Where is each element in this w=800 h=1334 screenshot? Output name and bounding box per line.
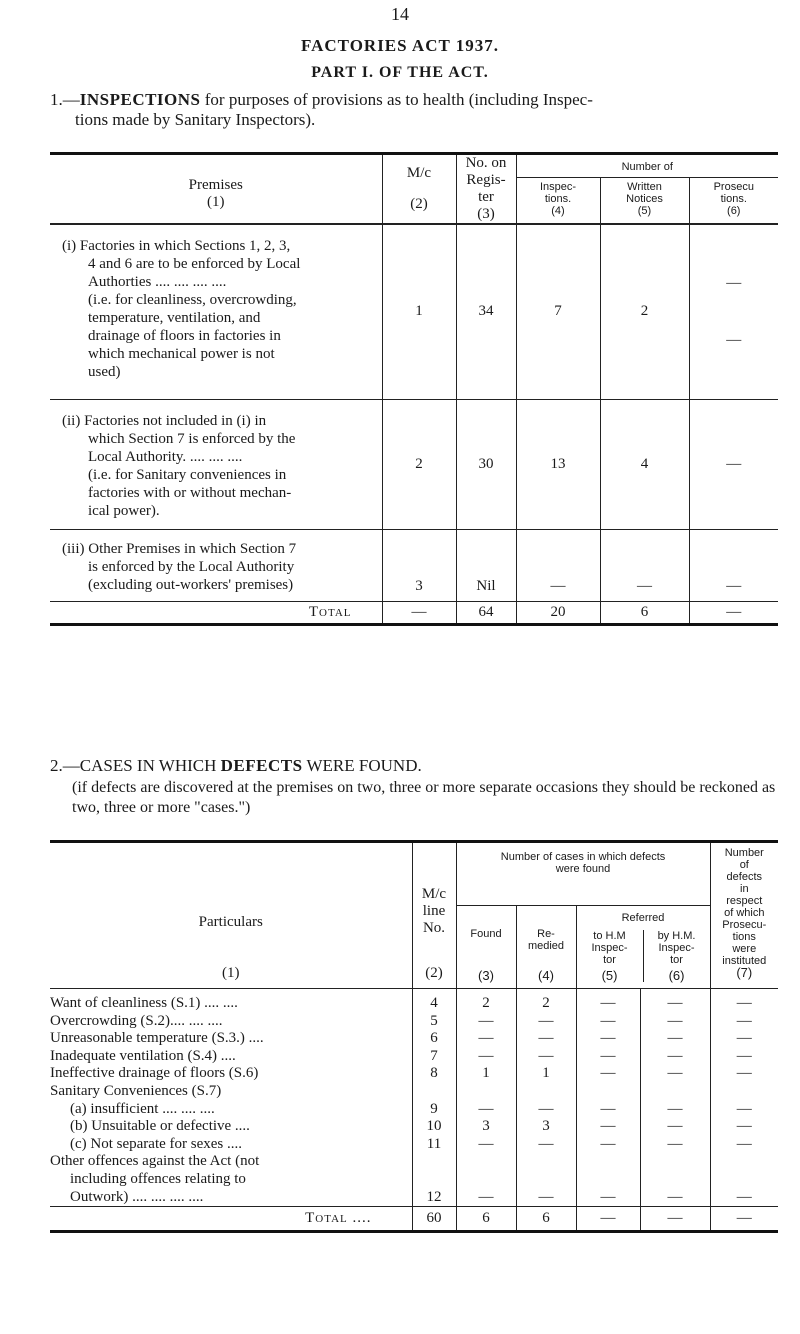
- page-number: 14: [391, 4, 409, 24]
- particulars-cell: Ineffective drainage of floors (S.6): [50, 1065, 259, 1082]
- part-heading: PART I. OF THE ACT.: [311, 64, 489, 81]
- header-premises: Premises (1): [50, 154, 382, 225]
- total-row: [50, 601, 778, 624]
- found-cell: —: [456, 1101, 516, 1119]
- particulars-cell: (c) Not separate for sexes ....: [70, 1135, 243, 1152]
- to-hm-cell: —: [576, 1013, 640, 1031]
- to-hm-cell: [576, 1153, 640, 1171]
- total-mc: —: [382, 601, 456, 624]
- found-cell: [456, 1171, 516, 1189]
- particulars-cell: Unreasonable temperature (S.3.) ....: [50, 1030, 264, 1047]
- to-hm-cell: —: [576, 1048, 640, 1066]
- header-number-of: Number of: [516, 154, 778, 178]
- total-by-hm: —: [640, 1207, 710, 1232]
- found-cell: —: [456, 1048, 516, 1066]
- prosecutions-cell: —: [710, 1048, 778, 1066]
- prosecutions-cell: —: [710, 1013, 778, 1031]
- found-cell: —: [456, 1136, 516, 1154]
- found-cell: [456, 1083, 516, 1101]
- section-2-text: WERE FOUND.: [302, 756, 422, 775]
- header-to-hm: to H.M Inspec- tor (5): [591, 930, 628, 983]
- mc-cell: [412, 1083, 456, 1101]
- mc-cell: 11: [412, 1136, 456, 1154]
- mc-cell: 3: [382, 529, 456, 601]
- by-hm-cell: —: [640, 1048, 710, 1066]
- total-mc: 60: [412, 1207, 456, 1232]
- header-register: No. on Regis- ter (3): [456, 154, 516, 225]
- by-hm-cell: —: [640, 1030, 710, 1048]
- prosecutions-cell: —: [689, 529, 778, 601]
- remedied-cell: —: [516, 1101, 576, 1119]
- mc-cell: 5: [412, 1013, 456, 1031]
- to-hm-cell: [576, 1083, 640, 1101]
- by-hm-cell: [640, 1153, 710, 1171]
- particulars-cell: (a) insufficient .... .... ....: [70, 1100, 215, 1117]
- header-by-hm: by H.M. Inspec- tor (6): [643, 930, 710, 982]
- section-1-heading: [50, 90, 780, 130]
- by-hm-cell: [640, 1083, 710, 1101]
- mc-cell: [412, 1153, 456, 1171]
- to-hm-cell: —: [576, 1118, 640, 1136]
- mc-cell: 8: [412, 1065, 456, 1083]
- total-inspections: 20: [516, 601, 600, 624]
- particulars-cell: Outwork) .... .... .... ....: [70, 1188, 204, 1205]
- prosecutions-cell: —: [710, 1030, 778, 1048]
- table-row: [50, 989, 778, 1013]
- particulars-cell: including offences relating to: [70, 1170, 246, 1187]
- to-hm-cell: —: [576, 989, 640, 1013]
- table-row: [50, 1171, 778, 1189]
- inspections-table: [50, 152, 778, 626]
- by-hm-cell: —: [640, 1065, 710, 1083]
- section-1-text-2: tions made by Sanitary Inspectors).: [75, 110, 316, 129]
- total-to-hm: —: [576, 1207, 640, 1232]
- mc-cell: 10: [412, 1118, 456, 1136]
- mc-cell: 9: [412, 1101, 456, 1119]
- header-prosecutions: Prosecu tions. (6): [689, 178, 778, 225]
- register-cell: Nil: [456, 529, 516, 601]
- total-found: 6: [456, 1207, 516, 1232]
- table-row: [50, 529, 778, 601]
- particulars-cell: Overcrowding (S.2).... .... ....: [50, 1012, 223, 1029]
- total-notices: 6: [600, 601, 689, 624]
- section-2-heading: [50, 756, 780, 776]
- found-cell: —: [456, 1030, 516, 1048]
- prosecutions-cell: —: [710, 1101, 778, 1119]
- section-2-title: DEFECTS: [220, 756, 303, 775]
- total-remedied: 6: [516, 1207, 576, 1232]
- prosecutions-cell: — —: [689, 224, 778, 399]
- header-cases: Number of cases in which defects were found: [456, 842, 710, 906]
- total-row: [50, 1207, 778, 1232]
- table-row: [50, 1065, 778, 1083]
- total-label: Total: [50, 601, 382, 624]
- to-hm-cell: —: [576, 1101, 640, 1119]
- table-row: [50, 1083, 778, 1101]
- remedied-cell: —: [516, 1048, 576, 1066]
- particulars-cell: Inadequate ventilation (S.4) ....: [50, 1047, 236, 1064]
- remedied-cell: —: [516, 1030, 576, 1048]
- notices-cell: —: [600, 529, 689, 601]
- total-label: Total ....: [50, 1207, 412, 1232]
- mc-cell: 12: [412, 1189, 456, 1207]
- to-hm-cell: —: [576, 1189, 640, 1207]
- total-prosecutions: —: [689, 601, 778, 624]
- prosecutions-cell: —: [710, 1065, 778, 1083]
- header-referred: Referred to H.M Inspec- tor (5) by H.M. Inspec- tor (6): [576, 906, 710, 989]
- remedied-cell: [516, 1153, 576, 1171]
- by-hm-cell: —: [640, 1136, 710, 1154]
- found-cell: —: [456, 1189, 516, 1207]
- remedied-cell: —: [516, 1013, 576, 1031]
- header-mc: M/c (2): [382, 154, 456, 225]
- prosecutions-cell: —: [689, 399, 778, 529]
- section-1-title: INSPECTIONS: [79, 90, 201, 109]
- table-row: [50, 399, 778, 529]
- to-hm-cell: —: [576, 1065, 640, 1083]
- total-prosecutions: —: [710, 1207, 778, 1232]
- remedied-cell: 2: [516, 989, 576, 1013]
- header-found: Found (3): [456, 906, 516, 989]
- header-written-notices: Written Notices (5): [600, 178, 689, 225]
- remedied-cell: —: [516, 1189, 576, 1207]
- header-mc-line: M/c line No. (2): [412, 842, 456, 989]
- remedied-cell: 1: [516, 1065, 576, 1083]
- prosecutions-cell: —: [710, 1118, 778, 1136]
- prosecutions-cell: [710, 1171, 778, 1189]
- particulars-cell: Other offences against the Act (not: [50, 1153, 260, 1170]
- table-row: [50, 1136, 778, 1154]
- by-hm-cell: —: [640, 1118, 710, 1136]
- table-row: [50, 1013, 778, 1031]
- inspections-cell: 13: [516, 399, 600, 529]
- remedied-cell: [516, 1083, 576, 1101]
- prosecutions-cell: —: [710, 1189, 778, 1207]
- prosecutions-cell: [710, 1153, 778, 1171]
- to-hm-cell: —: [576, 1136, 640, 1154]
- premises-cell: (iii) Other Premises in which Section 7 is enforced by the Local Authority (excluding out-workers' premises): [62, 540, 297, 593]
- notices-cell: 2: [600, 224, 689, 399]
- mc-cell: 2: [382, 399, 456, 529]
- by-hm-cell: —: [640, 1101, 710, 1119]
- to-hm-cell: —: [576, 1030, 640, 1048]
- mc-cell: 7: [412, 1048, 456, 1066]
- premises-cell: (i) Factories in which Sections 1, 2, 3, 4 and 6 are to be enforced by Local Authorties .... .... .... .... (i.e. for cleanliness, overcrowding, temperature, ventilation, and drainage of floors in factories in which mechanical power is not used): [50, 224, 382, 399]
- table-row: [50, 1101, 778, 1119]
- section-1-text: for purposes of provisions as to health (including Inspec-: [200, 90, 593, 109]
- mc-cell: 6: [412, 1030, 456, 1048]
- particulars-cell: Sanitary Conveniences (S.7): [50, 1082, 222, 1099]
- by-hm-cell: —: [640, 1189, 710, 1207]
- section-2-note: (if defects are discovered at the premises on two, three or more separate occasions they should be reckoned as two, three or more "cases."): [72, 779, 776, 816]
- found-cell: 3: [456, 1118, 516, 1136]
- register-cell: 30: [456, 399, 516, 529]
- mc-cell: 1: [382, 224, 456, 399]
- table-row: [50, 1153, 778, 1171]
- by-hm-cell: —: [640, 1013, 710, 1031]
- document-title: FACTORIES ACT 1937.: [300, 36, 499, 55]
- found-cell: —: [456, 1013, 516, 1031]
- premises-cell: (ii) Factories not included in (i) in which Section 7 is enforced by the Local Authority. .... .... .... (i.e. for Sanitary conveniences in factories with or without mechan- ical power).: [50, 399, 382, 529]
- header-remedied: Re- medied (4): [516, 906, 576, 989]
- remedied-cell: —: [516, 1136, 576, 1154]
- table-row: [50, 1118, 778, 1136]
- by-hm-cell: —: [640, 989, 710, 1013]
- notices-cell: 4: [600, 399, 689, 529]
- defects-table: [50, 840, 778, 1233]
- table-row: [50, 1030, 778, 1048]
- mc-cell: 4: [412, 989, 456, 1013]
- by-hm-cell: [640, 1171, 710, 1189]
- found-cell: 1: [456, 1065, 516, 1083]
- header-particulars: Particulars (1): [50, 842, 412, 989]
- prosecutions-cell: —: [710, 1136, 778, 1154]
- register-cell: 34: [456, 224, 516, 399]
- prosecutions-cell: —: [710, 989, 778, 1013]
- defects-table-body: [50, 989, 778, 1207]
- prosecutions-cell: [710, 1083, 778, 1101]
- inspections-cell: 7: [516, 224, 600, 399]
- inspections-cell: —: [516, 529, 600, 601]
- header-defects-prosecutions: Number of defects in respect of which Prosecu- tions were instituted (7): [710, 842, 778, 989]
- found-cell: 2: [456, 989, 516, 1013]
- header-inspections: Inspec- tions. (4): [516, 178, 600, 225]
- remedied-cell: 3: [516, 1118, 576, 1136]
- section-1-number: 1.—: [50, 90, 80, 109]
- total-register: 64: [456, 601, 516, 624]
- remedied-cell: [516, 1171, 576, 1189]
- table-row: [50, 1189, 778, 1207]
- mc-cell: [412, 1171, 456, 1189]
- to-hm-cell: [576, 1171, 640, 1189]
- particulars-cell: Want of cleanliness (S.1) .... ....: [50, 995, 238, 1011]
- table-row: [50, 224, 778, 399]
- found-cell: [456, 1153, 516, 1171]
- particulars-cell: (b) Unsuitable or defective ....: [70, 1118, 250, 1135]
- section-2-number: 2.—CASES IN WHICH: [50, 756, 221, 775]
- table-row: [50, 1048, 778, 1066]
